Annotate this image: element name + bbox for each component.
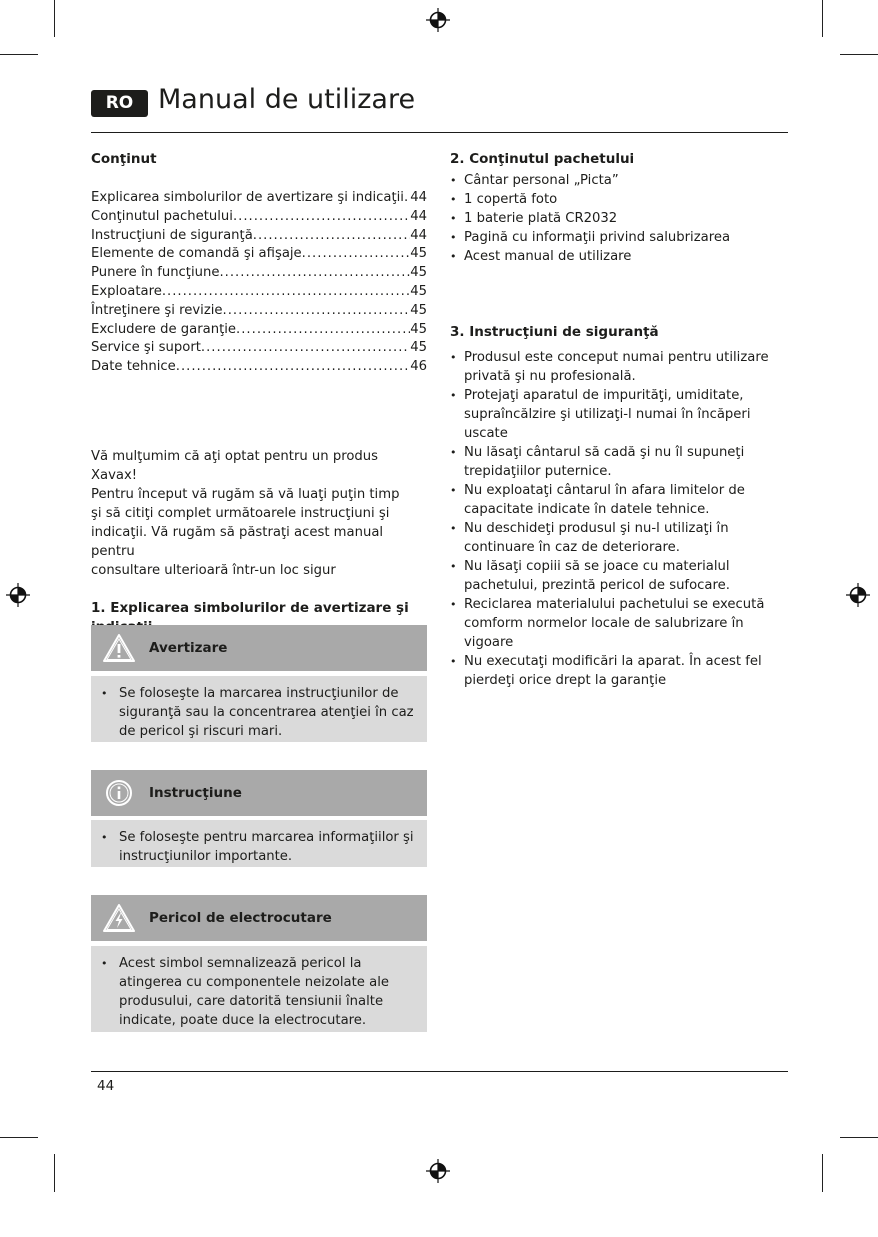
list-item-line: indicate, poate duce la electrocutare. bbox=[119, 1013, 367, 1028]
toc-item[interactable] bbox=[91, 207, 427, 226]
toc-item[interactable] bbox=[91, 301, 427, 320]
intro-line: şi să citiţi complet următoarele instrucţiuni şi bbox=[91, 505, 390, 521]
list-item bbox=[450, 519, 788, 557]
toc-leader bbox=[302, 244, 411, 263]
toc-item-page: 45 bbox=[410, 246, 427, 262]
list-item-line: Reciclarea materialului pachetului se execută bbox=[464, 597, 765, 612]
list-item-line: continuare în caz de deteriorare. bbox=[464, 540, 680, 555]
toc-item-label: Date tehnice bbox=[91, 359, 176, 375]
toc-leader bbox=[176, 357, 410, 376]
toc-heading: Conţinut bbox=[91, 151, 157, 167]
list-item-line: Nu exploataţi cântarul în afara limitelor de bbox=[464, 483, 745, 498]
toc-leader bbox=[223, 301, 411, 320]
list-item bbox=[450, 652, 788, 690]
list-item: • Pagină cu informaţii privind salubrizarea bbox=[450, 228, 788, 247]
list-item-line: Se foloseşte la marcarea instrucţiunilor de bbox=[119, 686, 399, 701]
list-item-line: Protejaţi aparatul de impurităţi, umiditate, bbox=[464, 388, 744, 403]
list-item-line: Se foloseşte pentru marcarea informaţiilor şi bbox=[119, 830, 414, 845]
right-column bbox=[450, 150, 788, 690]
list-item-line: privată şi nu profesională. bbox=[464, 369, 636, 384]
list-item bbox=[450, 557, 788, 595]
intro-line: Vă mulţumim că aţi optat pentru un produs Xavax! bbox=[91, 448, 378, 483]
toc-item[interactable] bbox=[91, 188, 427, 207]
list-item-line: Nu deschideţi produsul şi nu-l utilizaţi în bbox=[464, 521, 729, 536]
crop-mark bbox=[0, 1137, 38, 1138]
list-item-line: pachetului, prezintă pericol de sufocare. bbox=[464, 578, 730, 593]
list-item: • 1 baterie plată CR2032 bbox=[450, 209, 788, 228]
toc-leader bbox=[233, 207, 410, 226]
toc-leader bbox=[236, 320, 410, 339]
electric-hazard-icon bbox=[99, 901, 139, 935]
toc-item-page: 44 bbox=[410, 190, 427, 205]
list-item-line: Nu executaţi modificări la aparat. În acest fel bbox=[464, 654, 762, 669]
list-item: • Cântar personal „Picta” bbox=[450, 171, 788, 190]
warning-box-header bbox=[91, 625, 427, 671]
toc-item-label: Instrucţiuni de siguranţă bbox=[91, 227, 253, 243]
toc-item[interactable] bbox=[91, 282, 427, 301]
intro-line: consultare ulterioară într-un loc sigur bbox=[91, 562, 336, 578]
list-item-line: trepidaţiilor puternice. bbox=[464, 464, 612, 479]
toc-item-page: 44 bbox=[410, 208, 427, 224]
electric-hazard-box-body bbox=[91, 946, 427, 1032]
safety-instructions-list bbox=[450, 348, 788, 690]
list-item bbox=[450, 386, 788, 443]
package-contents-list bbox=[450, 171, 788, 266]
toc-leader bbox=[201, 338, 410, 357]
toc-item[interactable] bbox=[91, 244, 427, 263]
list-item-line: capacitate indicate în datele tehnice. bbox=[464, 502, 710, 517]
registration-mark-icon bbox=[425, 7, 451, 33]
toc-item-label: Explicarea simbolurilor de avertizare şi indicaţii bbox=[91, 190, 404, 205]
crop-mark bbox=[54, 0, 55, 37]
toc-leader bbox=[219, 263, 410, 282]
toc-item-label: Întreţinere şi revizie bbox=[91, 302, 223, 318]
footer-rule bbox=[91, 1071, 788, 1072]
list-item-line: Acest simbol semnalizează pericol la bbox=[119, 956, 362, 971]
list-item: • 1 copertă foto bbox=[450, 190, 788, 209]
crop-mark bbox=[840, 1137, 878, 1138]
toc-item[interactable] bbox=[91, 263, 427, 282]
list-item-line: Nu lăsaţi copiii să se joace cu materialul bbox=[464, 559, 730, 574]
toc-item-page: 45 bbox=[410, 302, 427, 318]
toc-item-label: Excludere de garanţie bbox=[91, 321, 237, 337]
toc-item-label: Exploatare bbox=[91, 283, 162, 299]
toc-item-page: 45 bbox=[410, 321, 427, 337]
intro-line: Pentru început vă rugăm să vă luaţi puţin timp bbox=[91, 486, 400, 502]
language-badge: RO bbox=[91, 90, 148, 117]
list-item-line: de pericol şi riscuri mari. bbox=[119, 724, 283, 739]
info-circle-icon bbox=[99, 776, 139, 810]
page-title: Manual de utilizare bbox=[158, 84, 416, 115]
toc-item-label: Service şi suport bbox=[91, 340, 201, 356]
toc-item-page: 45 bbox=[410, 340, 427, 356]
info-box-title: Instrucţiune bbox=[149, 785, 242, 801]
crop-mark bbox=[840, 54, 878, 55]
crop-mark bbox=[822, 0, 823, 37]
registration-mark-icon bbox=[425, 1158, 451, 1184]
toc-item[interactable] bbox=[91, 357, 427, 376]
list-item bbox=[450, 595, 788, 652]
warning-box-title: Avertizare bbox=[149, 640, 228, 656]
list-item-line: Produsul este conceput numai pentru utilizare bbox=[464, 350, 769, 365]
warning-box-body bbox=[91, 676, 427, 742]
list-item bbox=[450, 443, 788, 481]
list-item-line: Nu lăsaţi cântarul să cadă şi nu îl supuneţi bbox=[464, 445, 745, 460]
list-item-line: comform normelor locale de salubrizare în vigoare bbox=[464, 616, 744, 650]
list-item-line: instrucţiunilor importante. bbox=[119, 849, 293, 864]
crop-mark bbox=[822, 1154, 823, 1192]
left-column bbox=[91, 150, 427, 637]
info-box-body bbox=[91, 820, 427, 867]
crop-mark bbox=[54, 1154, 55, 1192]
list-item-line: supraîncălzire şi utilizaţi-l numai în încăperi uscate bbox=[464, 407, 751, 441]
list-item-line: pierdeţi orice drept la garanţie bbox=[464, 673, 667, 688]
toc-item-label: Punere în funcţiune bbox=[91, 265, 220, 281]
toc-item[interactable] bbox=[91, 338, 427, 357]
list-item bbox=[101, 954, 417, 1030]
list-item bbox=[450, 348, 788, 386]
intro-line: indicaţii. Vă rugăm să păstraţi acest manual pentru bbox=[91, 524, 384, 559]
toc-leader bbox=[162, 282, 410, 301]
toc-leader bbox=[253, 226, 410, 245]
table-of-contents bbox=[91, 188, 427, 376]
section-2-heading: 2. Conţinutul pachetului bbox=[450, 151, 635, 167]
toc-item[interactable] bbox=[91, 226, 427, 245]
toc-item[interactable] bbox=[91, 320, 427, 339]
toc-item-page: 44 bbox=[410, 227, 427, 243]
toc-item-page: 45 bbox=[410, 265, 427, 281]
section-1-heading-line: 1. Explicarea simbolurilor de avertizare şi bbox=[91, 599, 409, 616]
electric-hazard-box-title: Pericol de electrocutare bbox=[149, 910, 332, 926]
info-box-header bbox=[91, 770, 427, 816]
toc-item-label: Elemente de comandă şi afişaje bbox=[91, 246, 302, 262]
intro-paragraph bbox=[91, 447, 427, 580]
list-item bbox=[450, 481, 788, 519]
section-3-heading: 3. Instrucţiuni de siguranţă bbox=[450, 324, 659, 340]
list-item-line: siguranţă sau la concentrarea atenţiei în caz bbox=[119, 705, 414, 720]
toc-item-label: Conţinutul pachetului bbox=[91, 208, 233, 224]
list-item-line: produsului, care datorită tensiunii înalte bbox=[119, 994, 384, 1009]
registration-mark-icon bbox=[845, 582, 871, 608]
toc-item-page: 45 bbox=[410, 283, 427, 299]
list-item bbox=[101, 684, 417, 741]
page-number: 44 bbox=[97, 1078, 115, 1094]
list-item-line: atingerea cu componentele neizolate ale bbox=[119, 975, 389, 990]
warning-triangle-icon bbox=[99, 631, 139, 665]
crop-mark bbox=[0, 54, 38, 55]
list-item: • Acest manual de utilizare bbox=[450, 247, 788, 266]
header-rule bbox=[91, 132, 788, 133]
toc-item-page: 46 bbox=[410, 359, 427, 375]
electric-hazard-box-header bbox=[91, 895, 427, 941]
registration-mark-icon bbox=[5, 582, 31, 608]
list-item bbox=[101, 828, 417, 866]
